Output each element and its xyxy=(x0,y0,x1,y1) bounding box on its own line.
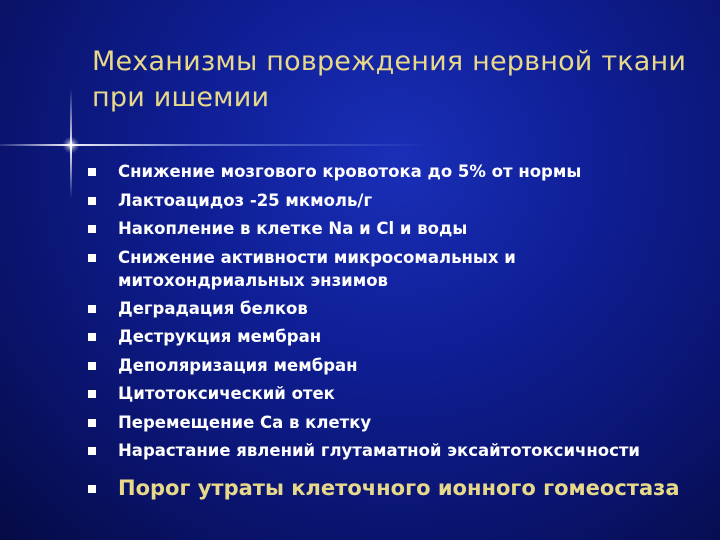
square-bullet-icon xyxy=(88,390,96,398)
square-bullet-icon xyxy=(88,225,96,233)
square-bullet-icon xyxy=(88,447,96,455)
list-item xyxy=(86,189,696,212)
list-item-text: Накопление в клетке Na и Cl и воды xyxy=(118,219,468,238)
square-bullet-icon xyxy=(88,168,96,176)
decorative-spark-icon xyxy=(62,137,80,153)
slide-title: Механизмы повреждения нервной ткани при ишемии xyxy=(92,46,687,113)
bullet-list xyxy=(86,160,696,508)
list-item-text: Деполяризация мембран xyxy=(118,355,358,375)
list-item xyxy=(86,246,696,292)
list-item xyxy=(86,382,696,405)
list-item xyxy=(86,325,696,348)
list-item xyxy=(86,354,696,377)
square-bullet-icon xyxy=(88,419,96,427)
list-item-text: Перемещение Са в клетку xyxy=(118,412,372,432)
list-item xyxy=(86,217,696,240)
square-bullet-icon xyxy=(88,362,96,370)
square-bullet-icon xyxy=(88,305,96,313)
square-bullet-icon xyxy=(88,254,96,262)
list-item-text: Деградация белков xyxy=(118,298,308,318)
list-item xyxy=(86,411,696,434)
list-item xyxy=(86,160,696,183)
square-bullet-icon xyxy=(88,197,96,205)
list-item-text: Деструкция мембран xyxy=(118,327,322,346)
square-bullet-icon xyxy=(88,485,96,493)
list-item-text: Цитотоксический отек xyxy=(118,384,335,403)
list-item-text: Лактоацидоз -25 мкмоль/г xyxy=(118,190,373,210)
list-item-text: Нарастание явлений глутаматной эксайтотоксичности xyxy=(118,441,640,460)
list-item-text: Снижение мозгового кровотока до 5% от нормы xyxy=(118,162,582,181)
square-bullet-icon xyxy=(88,333,96,341)
list-item xyxy=(86,297,696,320)
list-item xyxy=(86,439,696,462)
highlight-list-item-text: Порог утраты клеточного ионного гомеостаза xyxy=(118,476,680,500)
highlight-list-item xyxy=(86,474,696,502)
list-item-text: Снижение активности микросомальных и митохондриальных энзимов xyxy=(118,247,516,290)
